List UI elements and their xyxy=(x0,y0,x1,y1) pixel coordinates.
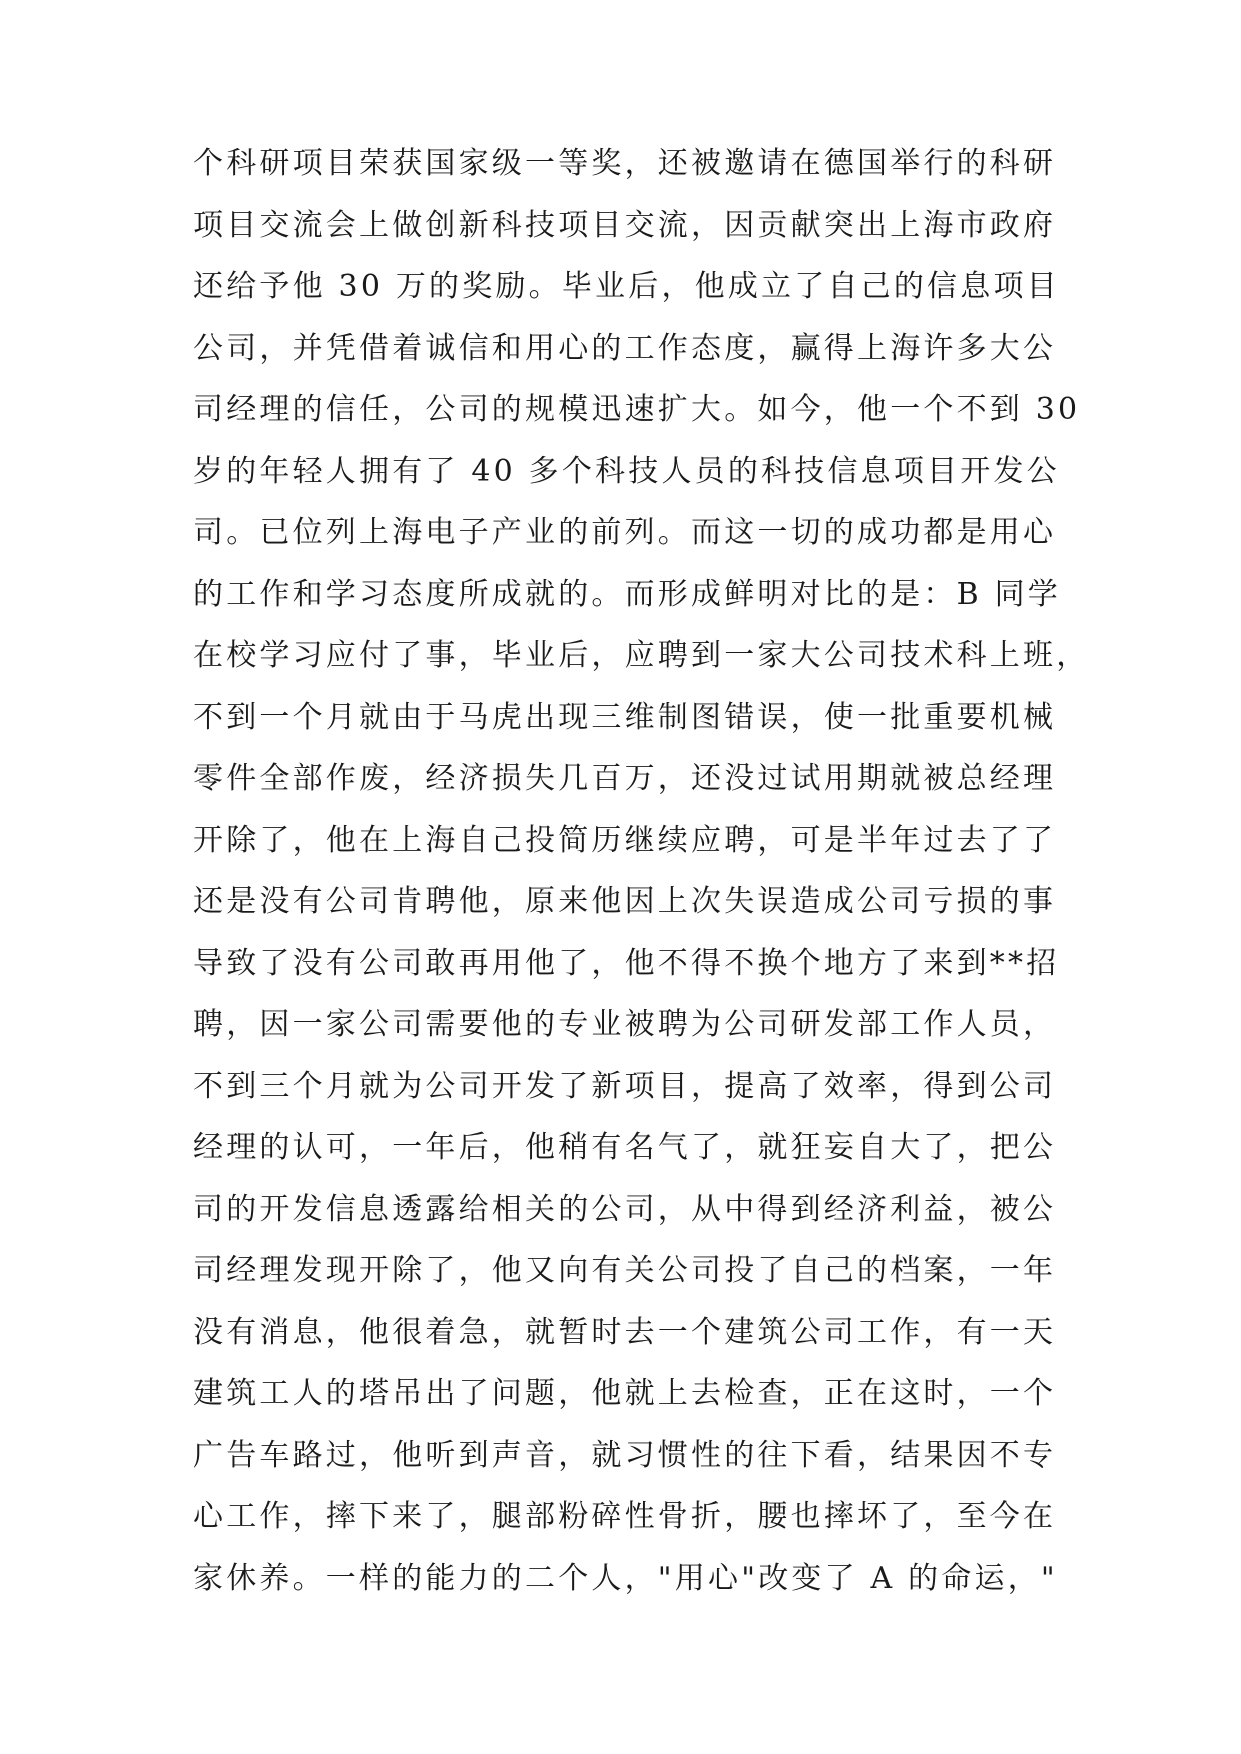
text-line: 项目交流会上做创新科技项目交流，因贡献突出上海市政府 xyxy=(193,207,1057,243)
body-text xyxy=(193,133,1090,1609)
text-line: 公司，并凭借着诚信和用心的工作态度，赢得上海许多大公 xyxy=(193,330,1057,366)
text-line: 个科研项目荣获国家级一等奖，还被邀请在德国举行的科研 xyxy=(193,146,1057,181)
text-line: 导致了没有公司敢再用他了，他不得不换个地方了来到**招 xyxy=(193,945,1060,981)
text-line: 的工作和学习态度所成就的。而形成鲜明对比的是：B 同学 xyxy=(193,576,1061,612)
text-line: 还是没有公司肯聘他，原来他因上次失误造成公司亏损的事 xyxy=(193,884,1057,919)
text-line: 司的开发信息透露给相关的公司，从中得到经济利益，被公 xyxy=(193,1191,1057,1227)
text-line: 不到三个月就为公司开发了新项目，提高了效率，得到公司 xyxy=(193,1068,1057,1104)
text-line: 建筑工人的塔吊出了问题，他就上去检查，正在这时，一个 xyxy=(193,1376,1057,1411)
text-line: 司经理的信任，公司的规模迅速扩大。如今，他一个不到 30 xyxy=(193,392,1081,427)
text-line: 没有消息，他很着急，就暂时去一个建筑公司工作，有一天 xyxy=(193,1314,1057,1350)
text-line: 岁的年轻人拥有了 40 多个科技人员的科技信息项目开发公 xyxy=(193,453,1060,489)
text-line: 司经理发现开除了，他又向有关公司投了自己的档案，一年 xyxy=(193,1253,1057,1288)
text-line: 开除了，他在上海自己投简历继续应聘，可是半年过去了了 xyxy=(193,822,1057,858)
text-line: 心工作，摔下来了，腿部粉碎性骨折，腰也摔坏了，至今在 xyxy=(193,1499,1057,1534)
text-line: 广告车路过，他听到声音，就习惯性的往下看，结果因不专 xyxy=(193,1437,1057,1473)
text-line: 司。已位列上海电子产业的前列。而这一切的成功都是用心 xyxy=(193,515,1057,550)
text-line: 不到一个月就由于马虎出现三维制图错误，使一批重要机械 xyxy=(193,699,1057,735)
text-line: 家休养。一样的能力的二个人，"用心"改变了 A 的命运，" xyxy=(193,1560,1058,1596)
text-line: 经理的认可，一年后，他稍有名气了，就狂妄自大了，把公 xyxy=(193,1130,1057,1165)
text-line: 聘，因一家公司需要他的专业被聘为公司研发部工作人员， xyxy=(193,1007,1057,1042)
text-line: 还给予他 30 万的奖励。毕业后，他成立了自己的信息项目 xyxy=(193,269,1060,304)
text-line: 在校学习应付了事，毕业后，应聘到一家大公司技术科上班， xyxy=(193,638,1090,673)
text-line: 零件全部作废，经济损失几百万，还没过试用期就被总经理 xyxy=(193,761,1057,796)
